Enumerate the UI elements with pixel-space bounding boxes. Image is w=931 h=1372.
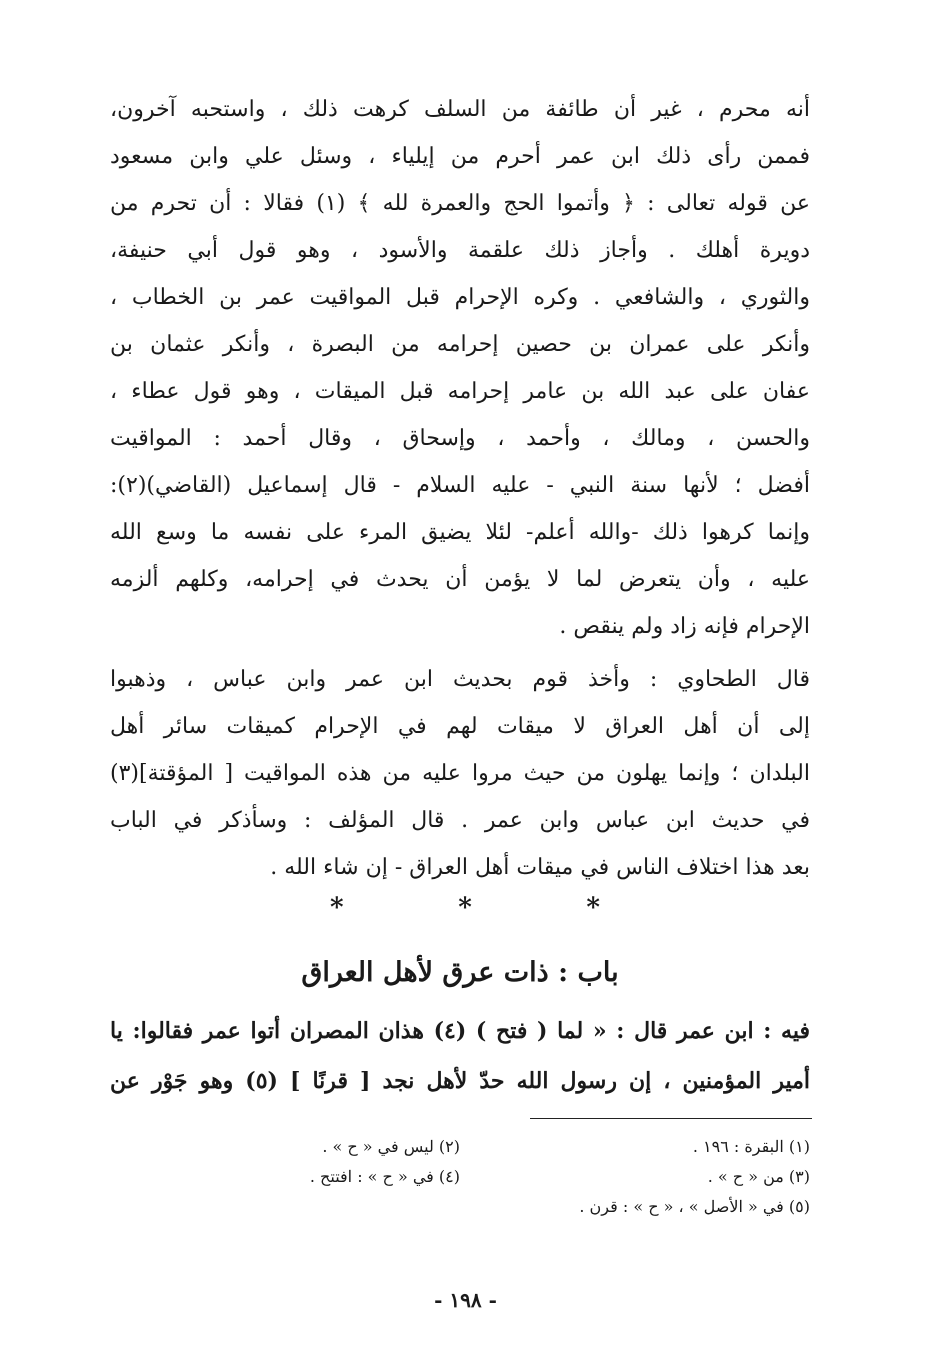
text-line: عفان على عبد الله بن عامر إحرامه قبل الميقات ، وهو قول عطاء ، (110, 379, 810, 404)
text-line: البلدان ؛ وإنما يهلون من حيث مروا عليه من هذه المواقيت [ المؤقتة](٣) (110, 761, 810, 786)
text-line: والثوري ، والشافعي . وكره الإحرام قبل المواقيت عمر بن الخطاب ، (110, 285, 810, 310)
footnote-row (110, 1162, 810, 1192)
text-line: والحسن ، ومالك ، وأحمد ، وإسحاق ، وقال أحمد : المواقيت (110, 426, 810, 451)
section-separator (330, 893, 600, 923)
footnote-2: (٢) ليس في « ح » . (322, 1137, 460, 1156)
footnote-3: (٣) من « ح » . (707, 1167, 810, 1186)
text-line: أنه محرم ، غير أن طائفة من السلف كرهت ذلك ، واستحبه آخرون، (110, 97, 810, 122)
footnotes (110, 1132, 810, 1222)
text-line: إلى أن أهل العراق لا ميقات لهم في الإحرام كميقات سائر أهل (110, 714, 810, 739)
chapter-title: باب : ذات عرق لأهل العراق (301, 957, 619, 988)
text-line: وأنكر على عمران بن حصين إحرامه من البصرة ، وأنكر عثمان بن (110, 332, 810, 357)
text-line: قال الطحاوي : وأخذ قوم بحديث ابن عمر وابن عباس ، وذهبوا (110, 667, 810, 692)
text-line: دويرة أهلك . وأجاز ذلك علقمة والأسود ، وهو قول أبي حنيفة، (110, 238, 810, 263)
paragraph-1 (110, 86, 810, 650)
text-line: عليه ، وأن يتعرض لما لا يؤمن أن يحدث في إحرامه، وكلهم ألزمه (110, 567, 810, 592)
footnote-divider (530, 1118, 812, 1119)
footnote-5: (٥) في « الأصل » ، « ح » : قرن . (579, 1197, 810, 1216)
footnote-4: (٤) في « ح » : افتتح . (309, 1167, 460, 1186)
separator-asterisk: * (458, 893, 472, 923)
text-line: الإحرام فإنه زاد ولم ينقص . (559, 614, 810, 639)
footnote-1: (١) البقرة : ١٩٦ . (692, 1137, 810, 1156)
footnote-row (110, 1132, 810, 1162)
page-number: - ١٩٨ - (434, 1288, 497, 1312)
paragraph-2 (110, 656, 810, 891)
text-line: فيه : ابن عمر قال : « لما ( فتح ) (٤) هذان المصران أتوا عمر فقالوا: يا (110, 1018, 810, 1044)
text-line: بعد هذا اختلاف الناس في ميقات أهل العراق - إن شاء الله . (270, 855, 810, 880)
text-line: عن قوله تعالى : ﴿ وأتموا الحج والعمرة لله ﴾ (١) فقالا : أن تحرم من (110, 191, 810, 216)
text-line: أفضل ؛ لأنها سنة النبي - عليه السلام - قال إسماعيل (القاضي)(٢): (110, 473, 810, 498)
text-line: فممن رأى ذلك ابن عمر أحرم من إيلياء ، وسئل علي وابن مسعود (110, 144, 810, 169)
text-line: في حديث ابن عباس وابن عمر . قال المؤلف : وسأذكر في الباب (110, 808, 810, 833)
hadith-paragraph (110, 1006, 810, 1106)
footnote-row (110, 1192, 810, 1222)
separator-asterisk: * (586, 893, 600, 923)
text-line: وإنما كرهوا ذلك -والله أعلم- لئلا يضيق المرء على نفسه ما وسع الله (110, 520, 810, 545)
text-line: أمير المؤمنين ، إن رسول الله حدّ لأهل نجد [ قرنًا ] (٥) وهو جَوْر عن (110, 1068, 810, 1094)
separator-asterisk: * (330, 893, 344, 923)
